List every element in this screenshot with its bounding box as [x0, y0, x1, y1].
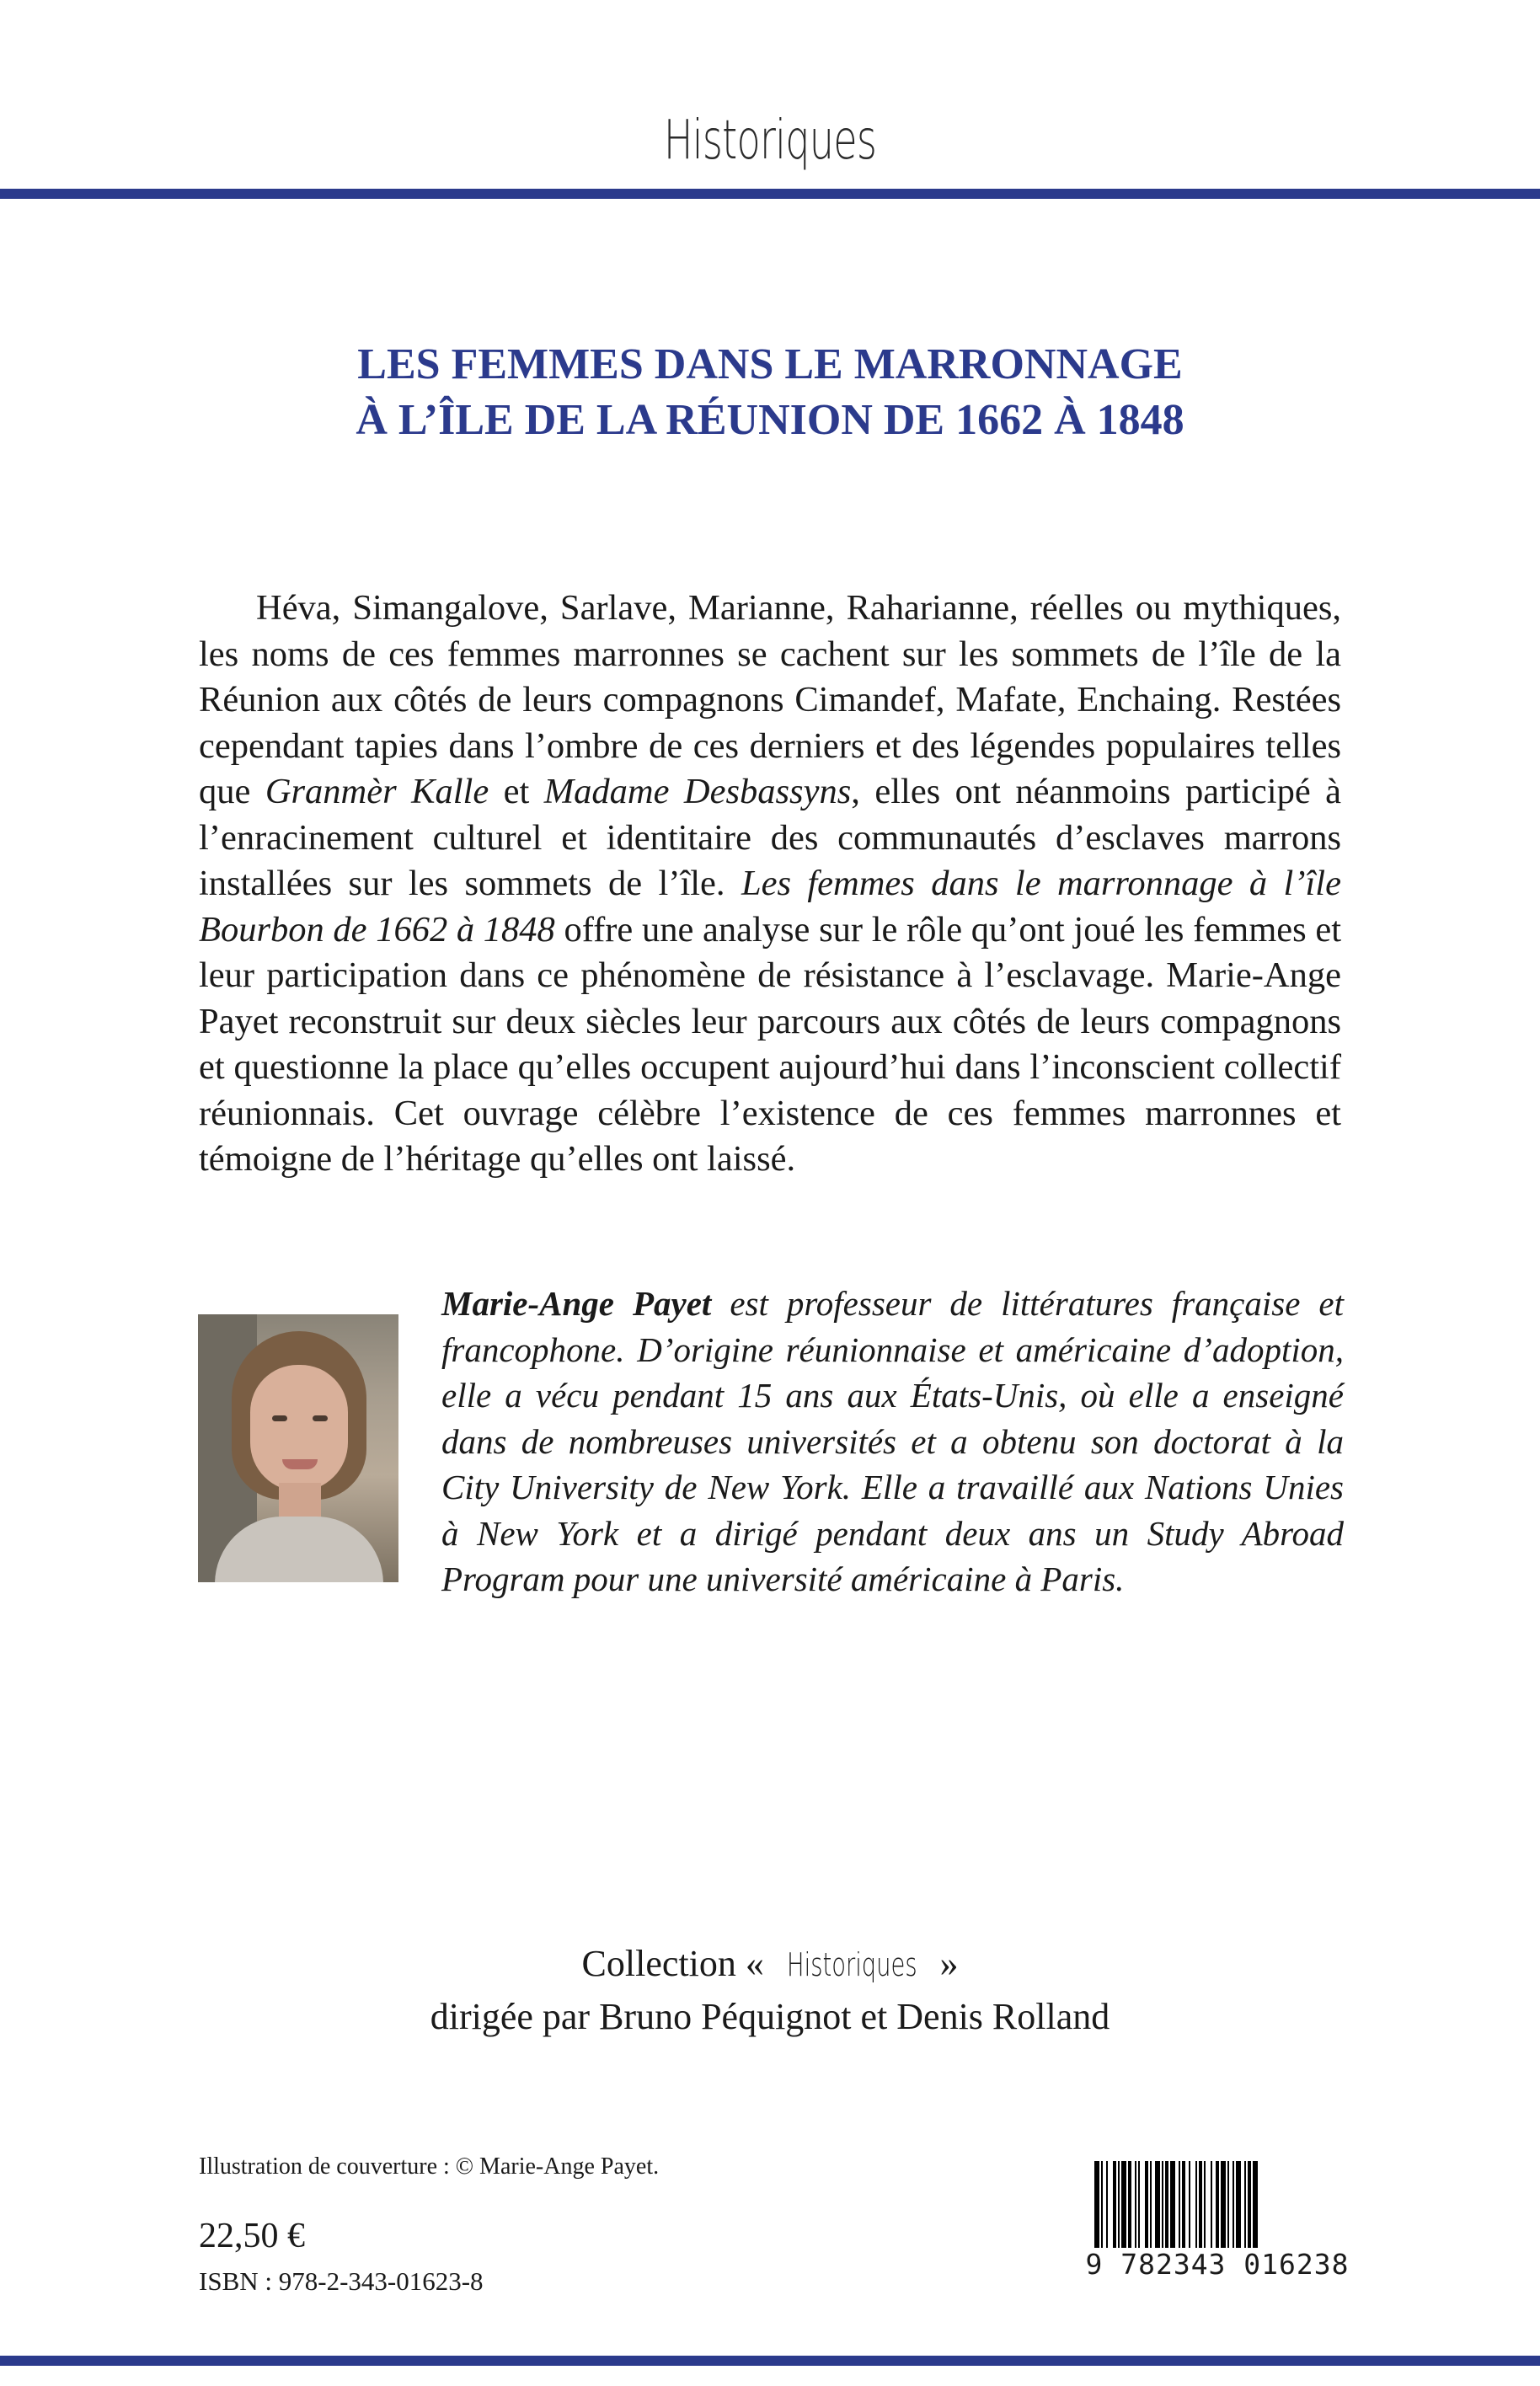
barcode-bar-27 — [1244, 2161, 1246, 2254]
barcode-bar-8 — [1138, 2161, 1140, 2254]
collection-info — [0, 1938, 1540, 2043]
collection-suffix: » — [939, 1943, 959, 1984]
barcode-bar-24 — [1227, 2161, 1229, 2254]
author-name: Marie-Ange Payet — [441, 1284, 712, 1323]
barcode-bar-16 — [1182, 2161, 1185, 2254]
barcode-bar-21 — [1211, 2161, 1212, 2254]
isbn: ISBN : 978-2-343-01623-8 — [199, 2266, 484, 2296]
barcode-bar-1 — [1101, 2161, 1103, 2254]
author-photo — [198, 1314, 398, 1582]
barcode-bar-11 — [1155, 2161, 1160, 2254]
summary-text-2: et — [489, 772, 544, 811]
barcode-bar-0 — [1094, 2161, 1099, 2254]
barcode-bar-14 — [1170, 2161, 1175, 2254]
series-header: Historiques — [663, 110, 877, 172]
barcode-bar-25 — [1233, 2161, 1234, 2254]
barcode-bar-18 — [1195, 2161, 1197, 2254]
collection-line — [0, 1938, 1540, 1991]
barcode-bar-26 — [1236, 2161, 1241, 2254]
summary-text-1: Héva, Simangalove, Sarlave, Marianne, Raharianne, réelles ou mythiques, les noms de ces femmes marronnes se cachent sur les sommets de l’île de la Réunion aux côtés de leurs compagnons Cimandef, Mafate, Enchaing. Restées cependant tapies dans l’ombre de ces derniers et des légendes populaires telles que — [199, 588, 1341, 811]
author-bio-text: est professeur de littératures française et francophone. D’origine réunionnaise et américaine d’adoption, elle a vécu pendant 15 ans aux États-Unis, où elle a enseigné dans de nombreuses universités et a obtenu son doctorat à la City University de New York. Elle a travaillé aux Nations Unies à New York et a dirigé pendant deux ans un Study Abroad Program pour une université américaine à Paris. — [441, 1284, 1344, 1598]
summary-italic-3: Les femmes dans le marronnage à l’île Bourbon de 1662 à 1848 — [199, 864, 1341, 950]
barcode-bar-19 — [1199, 2161, 1202, 2254]
book-title-line-1: LES FEMMES DANS LE MARRONNAGE — [357, 340, 1183, 388]
collection-name: Historiques — [786, 1946, 917, 1983]
barcode-bar-4 — [1118, 2161, 1120, 2254]
back-cover-summary — [199, 586, 1341, 1183]
barcode-bar-6 — [1128, 2161, 1131, 2254]
book-title-line-2: À L’ÎLE DE LA RÉUNION DE 1662 À 1848 — [356, 396, 1184, 444]
barcode-bar-10 — [1150, 2161, 1152, 2254]
barcode-bar-17 — [1189, 2161, 1190, 2254]
barcode-bar-29 — [1253, 2161, 1258, 2254]
summary-italic-2: Madame Desbassyns — [543, 772, 852, 811]
barcode-bar-9 — [1145, 2161, 1148, 2254]
barcode-bar-3 — [1113, 2161, 1116, 2254]
cover-illustration-credit: Illustration de couverture : © Marie-Ange Payet. — [199, 2153, 660, 2180]
collection-prefix: Collection « — [581, 1943, 764, 1984]
barcode-bars — [1091, 2161, 1344, 2254]
barcode-bar-2 — [1106, 2161, 1108, 2254]
summary-text-4: offre une analyse sur le rôle qu’ont joué les femmes et leur participation dans ce phénomène de résistance à l’esclavage. Marie-Ange Payet reconstruit sur deux siècles leur parcours aux côtés de leurs compagnons et questionne la place qu’elles occupent aujourd’hui dans l’inconscient collectif réunionnais. Cet ouvrage célèbre l’existence de ces femmes marronnes et témoigne de l’héritage qu’elles ont laissé. — [199, 909, 1341, 1179]
barcode-bar-20 — [1204, 2161, 1206, 2254]
bottom-rule — [0, 2356, 1540, 2366]
barcode-bar-15 — [1179, 2161, 1180, 2254]
book-title — [135, 337, 1405, 448]
barcode-bar-12 — [1162, 2161, 1163, 2254]
price: 22,50 € — [199, 2217, 305, 2255]
author-bio — [441, 1281, 1344, 1602]
top-rule — [0, 189, 1540, 199]
barcode-bar-13 — [1165, 2161, 1168, 2254]
barcode-bar-22 — [1216, 2161, 1219, 2254]
summary-text-3: , elles ont néanmoins participé à l’enracinement culturel et identitaire des communautés d’esclaves marrons installées sur les sommets de l’île. — [199, 772, 1342, 903]
barcode-bar-7 — [1135, 2161, 1136, 2254]
barcode-bar-23 — [1221, 2161, 1226, 2254]
barcode-bar-5 — [1121, 2161, 1126, 2254]
summary-italic-1: Granmèr Kalle — [265, 772, 489, 811]
barcode-digits: 9 782343 016238 — [1083, 2248, 1352, 2281]
barcode-bar-28 — [1248, 2161, 1251, 2254]
collection-directors: dirigée par Bruno Péquignot et Denis Rolland — [430, 1996, 1110, 2037]
